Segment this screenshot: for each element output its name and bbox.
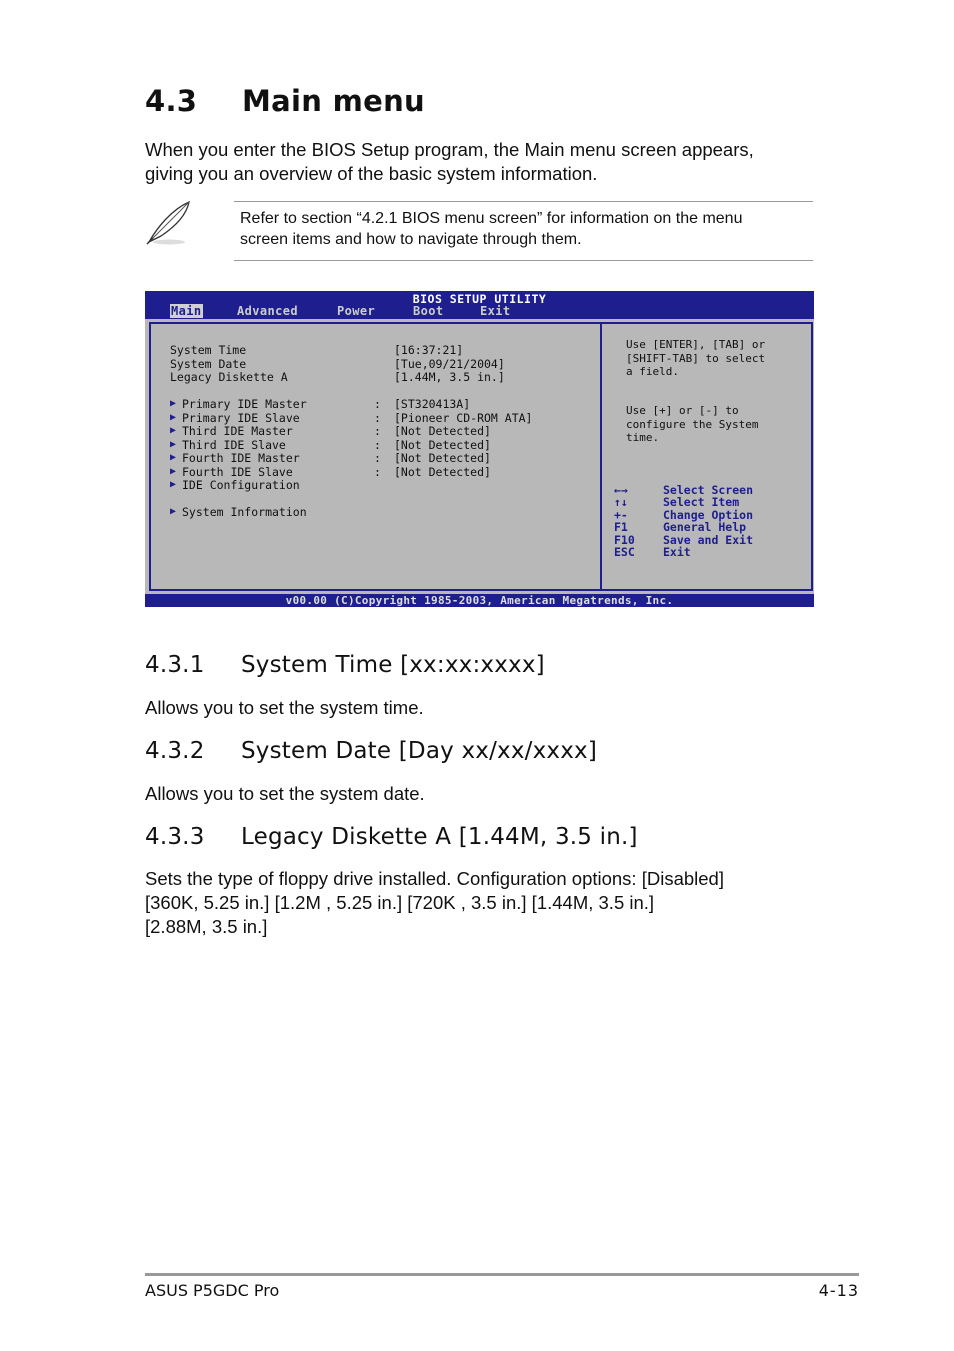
footer-page-number: 4-13 [818,1281,859,1300]
note-line: screen items and how to navigate through them. [240,231,582,248]
bios-item-label[interactable]: Legacy Diskette A [170,370,288,384]
help-line: configure the System [626,417,759,431]
bios-key: ↑↓ [614,495,628,510]
bios-title-bar [145,291,814,319]
bios-key: F1 [614,520,628,535]
footer-product: ASUS P5GDC Pro [145,1281,280,1300]
bios-item-value[interactable]: [Tue,09/21/2004] [394,356,505,371]
bios-key-description: Save and Exit [663,532,754,547]
bios-key: ESC [614,545,635,559]
subsection-text-date: Allows you to set the system date. [145,783,425,804]
bios-item-separator: : [374,437,381,452]
intro-line: When you enter the BIOS Setup program, the Main menu screen appears, [145,139,754,160]
bios-item-separator: : [374,424,381,438]
subsection-heading-time [145,652,545,678]
intro-paragraph [145,138,754,186]
note-top-rule [234,201,813,202]
bios-item-separator: : [374,410,381,425]
bios-item-value[interactable]: [Not Detected] [394,464,491,479]
bios-item-label[interactable]: System Date [170,356,247,371]
bios-tab-advanced[interactable]: Advanced [237,304,298,318]
subsection-number: 4.3.3 [145,824,205,850]
bios-key: F10 [614,532,635,547]
bios-tab-power[interactable]: Power [337,304,376,318]
bios-tab-main[interactable]: Main [171,304,202,318]
bios-key-description: Change Option [663,507,754,522]
subsection-number: 4.3.2 [145,738,205,764]
section-number: 4.3 [145,84,198,118]
bios-item-separator: : [374,397,381,411]
subsection-number: 4.3.1 [145,652,205,678]
bios-divider [600,322,602,591]
submenu-arrow-icon: ▶ [170,411,177,423]
bios-tab-exit[interactable]: Exit [480,304,511,318]
bios-help-2 [626,404,758,445]
subsection-text-time: Allows you to set the system time. [145,697,424,718]
submenu-arrow-icon: ▶ [170,452,177,463]
subsection-heading-diskette [145,824,638,850]
bios-key-description: Exit [663,545,691,559]
bios-item-value[interactable]: [ST320413A] [394,397,471,411]
bios-item-label[interactable]: Third IDE Slave [182,437,286,452]
subsection-title: Legacy Diskette A [1.44M, 3.5 in.] [241,824,638,850]
bios-item-value[interactable]: [1.44M, 3.5 in.] [394,370,505,384]
help-line: a field. [626,365,679,378]
bios-item-label[interactable]: Fourth IDE Slave [182,464,293,479]
note-bottom-rule [234,260,813,261]
help-line: time. [626,431,660,444]
bios-key: +- [614,507,628,522]
help-line: [SHIFT-TAB] to select [626,351,766,365]
pen-icon [143,198,195,248]
help-line: Use [ENTER], [TAB] or [626,338,766,351]
bios-key-description: General Help [663,520,747,535]
bios-status-bar [145,594,814,607]
diskette-line: [2.88M, 3.5 in.] [145,916,268,937]
submenu-arrow-icon: ▶ [170,506,177,517]
note-line: Refer to section “4.2.1 BIOS menu screen” for information on the menu [240,210,743,227]
bios-item-value[interactable]: [Not Detected] [394,437,491,452]
section-heading [145,84,425,118]
subsection-title: System Date [Day xx/xx/xxxx] [241,738,598,764]
subsection-heading-date [145,738,597,764]
bios-item-value[interactable]: [Pioneer CD-ROM ATA] [394,410,533,425]
subsection-text-diskette [145,867,724,939]
bios-copyright: v00.00 (C)Copyright 1985-2003, American Megatrends, Inc. [285,594,674,607]
submenu-arrow-icon: ▶ [170,425,177,436]
bios-key: ←→ [614,483,628,497]
bios-item-label[interactable]: IDE Configuration [182,478,300,492]
bios-item-separator: : [374,451,381,465]
bios-item-label[interactable]: Third IDE Master [182,424,293,438]
bios-key-description: Select Screen [663,483,754,497]
submenu-arrow-icon: ▶ [170,438,177,450]
bios-tab-boot[interactable]: Boot [413,304,444,318]
help-line: Use [+] or [-] to [626,404,739,417]
footer-rule [145,1273,859,1276]
subsection-title: System Time [xx:xx:xxxx] [241,652,545,678]
bios-item-value[interactable]: [Not Detected] [394,451,491,465]
bios-title: BIOS SETUP UTILITY [412,292,547,306]
bios-item-label[interactable]: Fourth IDE Master [182,451,300,465]
bios-help-1 [626,338,765,379]
bios-item-label[interactable]: Primary IDE Master [182,397,307,411]
bios-key-description: Select Item [663,495,740,510]
bios-item-separator: : [374,464,381,479]
bios-item-label[interactable]: System Information [182,505,307,519]
diskette-line: [360K, 5.25 in.] [1.2M , 5.25 in.] [720K , 3.5 in.] [1.44M, 3.5 in.] [145,892,655,913]
bios-item-label[interactable]: System Time [170,343,247,357]
submenu-arrow-icon: ▶ [170,479,177,490]
bios-item-value[interactable]: [Not Detected] [394,424,491,438]
submenu-arrow-icon: ▶ [170,398,177,409]
bios-item-label[interactable]: Primary IDE Slave [182,410,300,425]
bios-screenshot [145,291,814,607]
note-text [240,208,810,250]
section-title: Main menu [242,84,425,118]
diskette-line: Sets the type of floppy drive installed. Configuration options: [Disabled] [145,868,724,889]
bios-item-value[interactable]: [16:37:21] [394,343,464,357]
submenu-arrow-icon: ▶ [170,465,177,477]
intro-line: giving you an overview of the basic system information. [145,163,598,184]
